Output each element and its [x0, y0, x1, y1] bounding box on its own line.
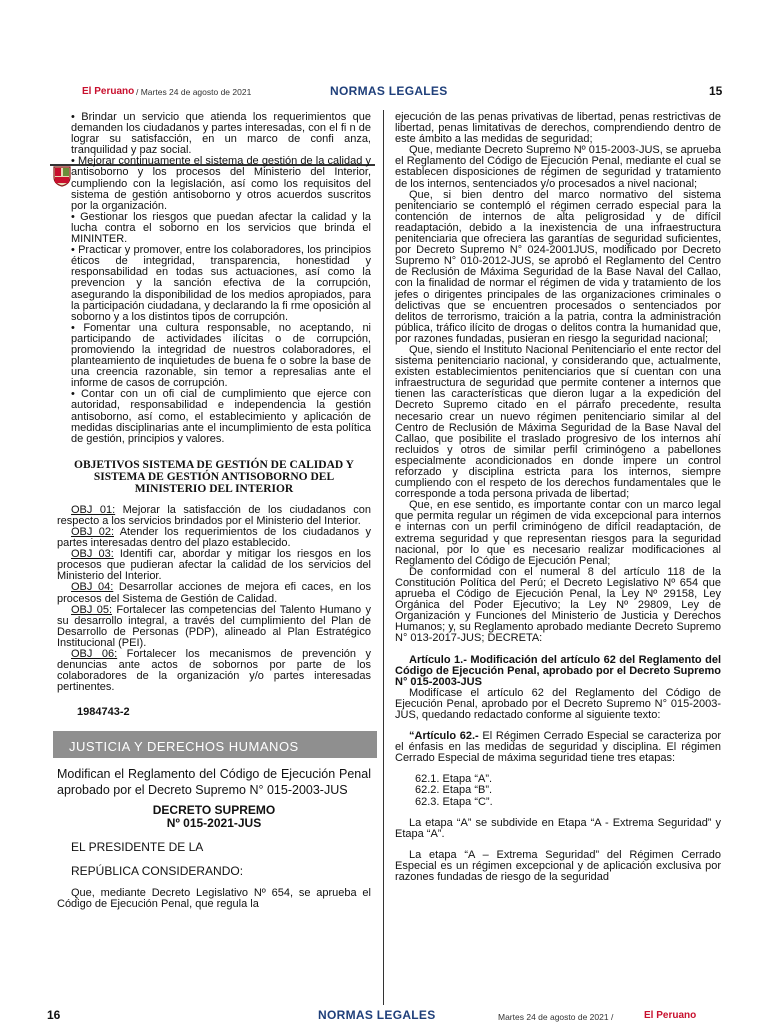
decree-number: Nº 015-2021-JUS	[166, 815, 262, 830]
publication-code: 1984743-2	[77, 706, 130, 719]
objective-item: OBJ 05: Fortalecer las competencias del Talento Humano y su desarrollo integral, a través del cumplimiento del Plan de Desarrollo de Personas (PDP), alineado al Plan Estratégico Institucional (PEI).	[57, 603, 371, 649]
newspaper-brand: El Peruano	[82, 86, 135, 97]
objective-code: OBJ 05:	[71, 603, 113, 616]
footer-brand: El Peruano	[644, 1010, 697, 1021]
page-footer	[0, 1004, 768, 1024]
objective-code: OBJ 04:	[71, 581, 114, 594]
column-divider	[383, 110, 384, 1005]
objective-code: OBJ 02:	[71, 526, 114, 538]
list-item: 62.2. Etapa “B”.	[415, 784, 493, 797]
body-paragraph: La etapa “A” se subdivide en Etapa “A - Extrema Seguridad” y Etapa “A”.	[395, 816, 721, 840]
header-section: NORMAS LEGALES	[330, 84, 448, 98]
objective-code: OBJ 01:	[71, 503, 116, 516]
objective-code: OBJ 06:	[71, 648, 118, 661]
objective-item: OBJ 03: Identifi car, abordar y mitigar los riesgos en los procesos que pudieran afectar la calidad de los servicios del Ministerio del Interior.	[57, 548, 371, 583]
footer-date: Martes 24 de agosto de 2021 /	[498, 1012, 614, 1022]
list-item: 62.3. Etapa “C”.	[415, 795, 493, 808]
body-paragraph: La etapa “A – Extrema Seguridad” del Régimen Cerrado Especial es un régimen excepcional y de aplicación exclusiva por razones fundadas de riesgo de la seguridad	[395, 848, 721, 883]
decree-type: DECRETO SUPREMO	[152, 802, 276, 817]
body-paragraph: De conformidad con el numeral 8 del artículo 118 de la Constitución Política del Perú; el Decreto Legislativo Nº 654 que aprueba el Código de Ejecución Penal, la Ley Nº 29158, Ley Orgánica del Poder Ejecutivo; la Ley Nº 29809, Ley de Organización y Funciones del Ministerio de Justicia y Derechos Humanos; y, su Reglamento aprobado mediante Decreto Supremo N° 013-2017-JUS; DECRETA:	[395, 565, 721, 645]
policy-bullet: • Contar con un ofi cial de cumplimiento que ejerce con autoridad, responsabilidad e independencia la gestión antisoborno, así como, el establecimiento y aplicación de medidas disciplinarias ante el incumplimiento de esta política de gestión, principios y valores.	[71, 388, 371, 445]
body-paragraph: Que, si bien dentro del marco normativo del sistema penitenciario se contempló el régimen cerrado especial para la contención de internos de alta peligrosidad y de difícil readaptación, debido a la inexistencia de una infraestructura penitenciaria que ofreciera las garantías de seguridad suficientes, por Decreto Supremo N° 024-2001JUS, modificado por Decreto Supremo N° 010-2012-JUS, se aprobó el Reglamento del Centro de Reclusión de Máxima Seguridad de la Base Naval del Callao, con la finalidad de normar el régimen de vida y tratamiento de los jefes o dirigentes principales de las organizaciones criminales o delictivas que se encuentren procesados o sentenciados por delitos de terrorismo, traición a la patria, contra la administración pública, tráfico ilícito de drogas o delitos contra la humanidad que, por razones fundadas, pusieran en riesgo la seguridad nacional;	[395, 188, 721, 345]
objective-item: OBJ 01: Mejorar la satisfacción de los ciudadanos con respecto a los servicios brindados por el Ministerio del Interior.	[57, 503, 371, 527]
body-paragraph: ejecución de las penas privativas de libertad, penas restrictivas de libertad, penas limitativas de derechos, comprendiendo dentro de este ámbito a las medidas de seguridad;	[395, 111, 721, 146]
stage-list	[395, 774, 721, 807]
header-page-number: 15	[709, 84, 723, 98]
objectives-heading: OBJETIVOS SISTEMA DE GESTIÓN DE CALIDAD Y SISTEMA DE GESTIÓN ANTISOBORNO DEL MINISTERIO DEL INTERIOR	[74, 458, 354, 495]
article-heading: Artículo 1.- Modificación del artículo 62 del Reglamento del Código de Ejecución Penal, aprobado por el Decreto Supremo N° 015-2003-JUS	[395, 653, 721, 688]
norm-title: Modifican el Reglamento del Código de Ejecución Penal aprobado por el Decreto Supremo N° 015-2003-JUS	[57, 766, 371, 797]
left-column	[57, 112, 371, 910]
objective-item: OBJ 04: Desarrollar acciones de mejora efi caces, en los procesos del Sistema de Gestión de Calidad.	[57, 581, 371, 605]
header-date: / Martes 24 de agosto de 2021	[136, 87, 252, 97]
footer-section: NORMAS LEGALES	[318, 1008, 436, 1022]
policy-bullet: • Practicar y promover, entre los colaboradores, los principios éticos de integridad, transparencia, honestidad y responsabilidad en todas sus actuaciones, así como la prevencion y la sanción efectiva de la corrupción, asegurando la disponibilidad de los medios apropiados, para la participación ciudadana, y declarando la fi rme oposición al soborno y a los distintos tipos de corrupción.	[71, 244, 371, 323]
article-62-label: “Artículo 62.-	[409, 730, 479, 743]
body-paragraph: Que, mediante Decreto Supremo Nº 015-2003-JUS, se aprueba el Reglamento del Código de Ejecución Penal, mediante el cual se establecen disposiciones de régimen de seguridad y tratamiento de los internos, sentenciados y/o procesados a nivel nacional;	[395, 144, 721, 190]
list-item: 62.1. Etapa “A”.	[415, 773, 493, 786]
objective-item: OBJ 02: Atender los requerimientos de los ciudadanos y partes interesadas dentro del plazo establecido.	[57, 526, 371, 550]
right-column	[395, 112, 721, 883]
body-paragraph: Que, mediante Decreto Legislativo Nº 654, se aprueba el Código de Ejecución Penal, que regula la	[57, 886, 371, 910]
section-band: JUSTICIA Y DERECHOS HUMANOS	[53, 731, 377, 758]
presidente-line: EL PRESIDENTE DE LA	[71, 839, 204, 854]
body-paragraph: Que, siendo el Instituto Nacional Penitenciario el ente rector del sistema penitenciario nacional, y considerando que, actualmente, existen establecimientos penitenciarios que sí cuentan con una infraestructura de seguridad que permite contener a internos que tienen las características que dieron lugar a la expedición del Decreto Supremo citado en el párrafo precedente, resulta necesario crear un nuevo régimen penitenciario similar al del Centro de Reclusión de Máxima Seguridad de la Base Naval del Callao, que posibilite el traslado progresivo de los internos ahí recluidos y otros de similar perfil criminógeno a pabellones especialmente acondicionados en donde impere un control reforzado y disciplina estricta para los internos, siempre cumpliendo con el respeto de los derechos fundamentales que le corresponde a toda persona privada de libertad;	[395, 343, 721, 501]
body-paragraph: Que, en ese sentido, es importante contar con un marco legal que permita regular un régimen de vida excepcional para internos e internas con un perfil criminógeno de difícil readaptación, de extrema seguridad y que representan riesgos para la seguridad nacional, por lo que es necesario realizar modificaciones al Reglamento del Código de Ejecución Penal;	[395, 499, 721, 567]
article-62: “Artículo 62.- El Régimen Cerrado Especial se caracteriza por el énfasis en las medidas de seguridad y disciplina. El régimen Cerrado Especial de máxima seguridad tiene tres etapas:	[395, 730, 722, 765]
considerando-line: REPÚBLICA CONSIDERANDO:	[71, 863, 244, 878]
objective-code: OBJ 03:	[71, 548, 114, 561]
policy-bullet: • Brindar un servicio que atienda los requerimientos que demanden los ciudadanos y partes interesadas, con el fi n de lograr su satisfacción, en un marco de confi anza, tranquilidad y paz social.	[71, 111, 371, 157]
page-header	[0, 80, 768, 104]
footer-page-number: 16	[47, 1008, 61, 1022]
objective-item: OBJ 06: Fortalecer los mecanismos de prevención y denuncias ante actos de sobornos por parte de los colaboradores de la organización y/o partes interesadas pertinentes.	[57, 648, 371, 694]
policy-bullet: • Gestionar los riesgos que puedan afectar la calidad y la lucha contra el soborno en los servicios que brinda el MININTER.	[71, 210, 371, 246]
policy-bullet: • Fomentar una cultura responsable, no aceptando, ni participando de actividades ilícitas o de corrupción, promoviendo la integridad de nuestros colaboradores, el planteamiento de inquietudes de buena fe o sobre la base de una creencia razonable, sin temor a represalias ante el informe de casos de corrupción.	[71, 321, 371, 390]
policy-bullet: • Mejorar continuamente el sistema de gestión de la calidad y antisoborno y los procesos del Ministerio del Interior, cumpliendo con la legislación, así como los requisitos del sistema de gestión antisoborno y otros acuerdos suscritos por la organización.	[71, 155, 371, 212]
article-text: Modifícase el artículo 62 del Reglamento del Código de Ejecución Penal, aprobado por el Decreto Supremo N° 015-2003-JUS, quedando redactado conforme al siguiente texto:	[395, 686, 721, 721]
